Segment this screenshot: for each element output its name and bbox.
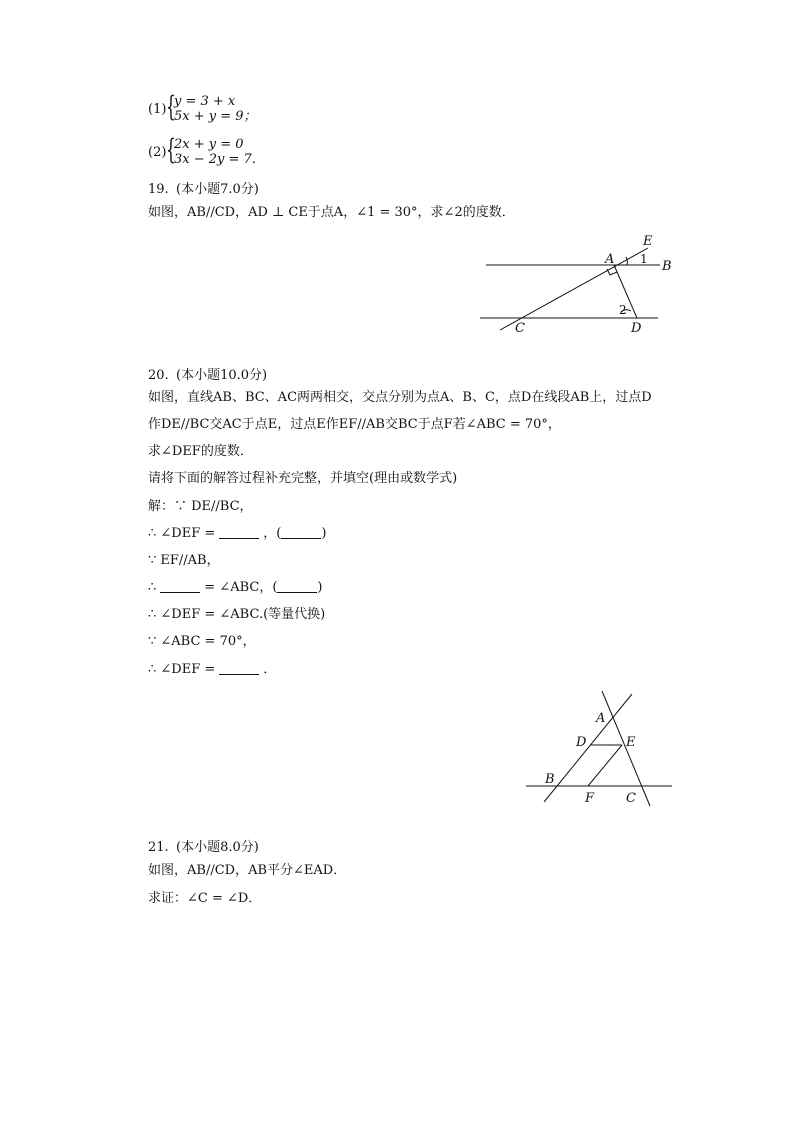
label-D: D — [631, 321, 642, 336]
solution-step-5: ∴ ∠DEF = ∠ABC.(等量代换) — [148, 607, 326, 622]
system-number: (1) — [148, 102, 167, 117]
question-21-text: 如图，AB//CD，AB平分∠EAD． — [148, 863, 347, 878]
question-20-text-line: 如图，直线AB、BC、AC两两相交，交点分别为点A、B、C，点D在线段AB上，过点D — [148, 390, 652, 405]
system-equation: 2x + y = 0 — [174, 137, 244, 152]
brace-symbol: { — [166, 133, 176, 166]
question-19-text: 如图，AB//CD，AD ⊥ CE于点A，∠1 = 30°，求∠2的度数． — [148, 205, 515, 220]
step-text: ∴ ∠DEF = — [148, 662, 216, 677]
reason-blank[interactable] — [277, 580, 317, 593]
label-B: B — [662, 259, 672, 274]
label-C: C — [626, 791, 636, 806]
system-equation: 5x + y = 9； — [174, 109, 257, 124]
question-number: 19. — [148, 182, 169, 197]
step-text: ∴ — [148, 580, 157, 595]
answer-blank[interactable] — [219, 662, 259, 675]
label-B: B — [545, 772, 555, 787]
step-text: ． — [263, 662, 277, 677]
solution-step-7 — [148, 662, 276, 678]
question-20-header — [148, 364, 267, 383]
question-21-proof: 求证：∠C = ∠D． — [148, 891, 262, 906]
question-20-instruction: 请将下面的解答过程补充完整，并填空(理由或数学式) — [148, 471, 458, 486]
question-21-header — [148, 836, 259, 855]
question-number: 20. — [148, 368, 169, 383]
question-score: (本小题8.0分) — [176, 840, 259, 855]
question-score: (本小题7.0分) — [176, 182, 259, 197]
answer-blank[interactable] — [160, 580, 200, 593]
brace-symbol: { — [166, 90, 176, 123]
label-E: E — [643, 234, 653, 249]
step-text: ) — [321, 526, 327, 541]
reason-blank[interactable] — [281, 526, 321, 539]
question-20-text-line: 作DE//BC交AC于点E，过点E作EF//AB交BC于点F若∠ABC = 70°， — [148, 417, 561, 432]
solution-step-3: ∵ EF//AB， — [148, 553, 220, 568]
label-A: A — [596, 711, 606, 726]
solution-step-1: 解：∵ DE//BC， — [148, 499, 253, 514]
label-F: F — [585, 791, 595, 806]
question-19-header — [148, 178, 259, 197]
question-number: 21. — [148, 840, 169, 855]
step-text: = ∠ABC，( — [204, 580, 278, 595]
system-equation: y = 3 + x — [174, 94, 236, 109]
step-text: ∴ ∠DEF = — [148, 526, 216, 541]
step-text: ，( — [263, 526, 282, 541]
angle-2-label: 2 — [619, 303, 627, 317]
system-equation: 3x − 2y = 7． — [174, 152, 265, 167]
label-A: A — [605, 252, 615, 267]
system-number: (2) — [148, 145, 167, 160]
solution-step-2 — [148, 526, 326, 542]
label-D: D — [576, 735, 587, 750]
question-19-figure — [480, 228, 680, 340]
question-20-figure — [522, 686, 678, 810]
question-20-text-line: 求∠DEF的度数． — [148, 444, 253, 459]
question-score: (本小题10.0分) — [176, 368, 268, 383]
label-C: C — [515, 321, 525, 336]
solution-step-4 — [148, 580, 322, 596]
step-text: ) — [317, 580, 323, 595]
answer-blank[interactable] — [219, 526, 259, 539]
solution-step-6: ∵ ∠ABC = 70°， — [148, 634, 256, 649]
angle-1-label: 1 — [640, 252, 648, 266]
label-E: E — [626, 735, 636, 750]
